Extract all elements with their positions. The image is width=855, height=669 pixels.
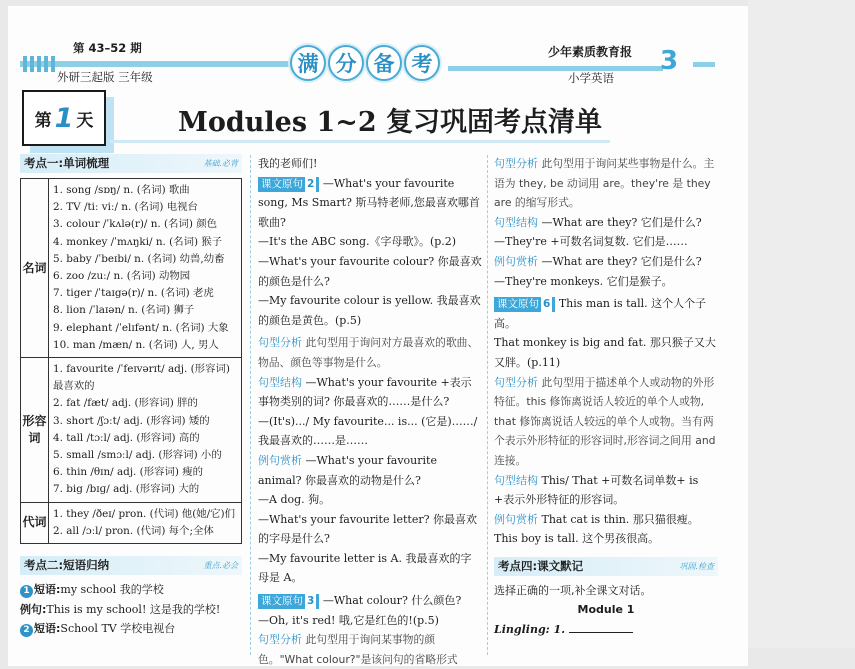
source-label: 课文原句 3 xyxy=(258,594,319,609)
module-heading: Module 1 xyxy=(577,603,635,617)
banner-char: 考 xyxy=(404,45,440,81)
column-1 xyxy=(20,154,242,639)
phrase-line xyxy=(20,619,242,639)
text-line: —What's your favourite colour? 你最喜欢的颜色是什么? xyxy=(258,254,482,288)
column-divider xyxy=(250,155,251,655)
section-tag: 巩固.检查 xyxy=(679,561,714,571)
analysis-text: 此句型用于询问对方最喜欢的歌曲、物品、颜色等事物是什么。 xyxy=(258,336,479,369)
speaker-line: Lingling: 1. xyxy=(494,623,566,637)
number-badge: 2 xyxy=(20,624,33,637)
analysis-line xyxy=(494,154,718,213)
sentence-text: This man is tall. 这个人个子高。 xyxy=(494,297,707,330)
keyword-label: 句型结构 xyxy=(258,375,302,389)
keyword-label: 例句赏析 xyxy=(258,453,302,467)
keyword-label: 句型分析 xyxy=(494,375,538,389)
keyword-label: 句型分析 xyxy=(258,336,302,350)
list-item: 6. thin /θɪn/ adj. (形容词) 瘦的 xyxy=(53,466,204,479)
table-row xyxy=(21,179,242,358)
banner-char: 满 xyxy=(290,45,326,81)
instruction-text: 选择正确的一项,补全课文对话。 xyxy=(494,583,652,597)
list-item: 7. tiger /ˈtaɪgə(r)/ n. (名词) 老虎 xyxy=(53,287,214,300)
example-line xyxy=(494,510,718,530)
list-item: 5. small /smɔːl/ adj. (形容词) 小的 xyxy=(53,449,222,462)
column-divider xyxy=(487,155,488,655)
header-rule-left xyxy=(20,61,290,67)
section-title: 考点一:单词梳理 xyxy=(24,155,110,170)
source-number: 3 xyxy=(307,595,315,608)
edition-label: 外研三起版 三年级 xyxy=(57,70,153,84)
phrase-label: 短语: xyxy=(34,583,61,597)
day-badge xyxy=(22,90,106,146)
day-suffix: 天 xyxy=(76,110,94,131)
list-item: 6. zoo /zuː/ n. (名词) 动物园 xyxy=(53,270,191,283)
column-2 xyxy=(258,154,482,669)
day-prefix: 第 xyxy=(34,110,52,131)
text-line: —They're monkeys. 它们是猴子。 xyxy=(494,274,673,288)
text-line: —It's the ABC song.《字母歌》。(p.2) xyxy=(258,235,457,249)
keyword-label: 句型分析 xyxy=(494,157,538,170)
source-label: 课文原句 2 xyxy=(258,177,319,192)
table-row xyxy=(21,358,242,503)
category-cell: 形容词 xyxy=(21,358,49,503)
text-line: —What's your favourite letter? 你最喜欢的字母是什么? xyxy=(258,512,477,546)
banner-char: 分 xyxy=(328,45,364,81)
example-label: 例句: xyxy=(20,602,47,616)
list-item: 8. lion /ˈlaɪən/ n. (名词) 狮子 xyxy=(53,304,195,317)
text-line: —My favourite letter is A. 我最喜欢的字母是 A。 xyxy=(258,551,472,585)
list-item: 9. elephant /ˈelɪfənt/ n. (名词) 大象 xyxy=(53,321,229,334)
column-3 xyxy=(494,154,718,640)
example-text: This is my school! 这是我的学校! xyxy=(46,602,221,616)
analysis-text: 此句型用于描述单个人或动物的外形特征。this 修饰离说话人较近的单个人或物, that 修饰离说话人较远的单个人或物。当有两个表示外形特征的形容词时,形容词之间用 and 连接。 xyxy=(494,375,716,467)
subject-label: 小学英语 xyxy=(568,71,614,85)
structure-text: —What are they? 它们是什么? xyxy=(541,215,702,229)
source-sentence xyxy=(494,294,718,333)
section-tag: 基础.必背 xyxy=(203,158,238,168)
keyword-label: 句型分析 xyxy=(258,633,302,647)
list-item: 4. tall /tɔːl/ adj. (形容词) 高的 xyxy=(53,431,200,444)
source-number: 2 xyxy=(307,177,315,190)
list-item: 1. song /sɒŋ/ n. (名词) 歌曲 xyxy=(53,184,190,196)
header-stripes xyxy=(23,56,55,72)
answer-blank[interactable] xyxy=(569,622,633,633)
text-line: 我的老师们! xyxy=(258,157,318,170)
title-underline xyxy=(110,140,610,143)
structure-text: —What's your favourite +表示事物类别的词? 你最喜欢的……是什么? xyxy=(258,375,472,409)
section-tag: 重点.必会 xyxy=(203,560,238,570)
keyword-label: 句型结构 xyxy=(494,473,538,487)
issue-range: 第 43–52 期 xyxy=(73,41,142,55)
example-text: —What's your favourite animal? 你最喜欢的动物是什么? xyxy=(258,453,437,487)
text-line: —A dog. 狗。 xyxy=(258,493,331,507)
items-cell xyxy=(49,179,242,358)
text-line: —They're +可数名词复数. 它们是…… xyxy=(494,235,688,249)
banner xyxy=(290,45,440,81)
analysis-line xyxy=(494,373,718,471)
paper-name: 少年素质教育报 xyxy=(548,45,633,59)
analysis-line xyxy=(258,333,482,372)
page-number-rule xyxy=(693,62,715,67)
background-margin xyxy=(748,0,855,648)
structure-line xyxy=(494,213,718,233)
keyword-label: 例句赏析 xyxy=(494,512,538,526)
text-line: This boy is tall. 这个男孩很高。 xyxy=(494,532,660,546)
day-number: 1 xyxy=(54,102,74,134)
section-heading xyxy=(20,154,242,173)
structure-line xyxy=(494,471,718,510)
text-line: —My favourite colour is yellow. 我最喜欢的颜色是黄色。(p.5) xyxy=(258,294,481,327)
sentence-text: —What colour? 什么颜色? xyxy=(322,594,462,608)
text-line: That monkey is big and fat. 那只猴子又大又胖。(p.11) xyxy=(494,336,716,369)
text-line: —(It's).../ My favourite... is... (它是)……/我最喜欢的……是…… xyxy=(258,414,478,448)
list-item: 2. TV /tiː viː/ n. (名词) 电视台 xyxy=(53,201,198,214)
source-sentence xyxy=(258,591,482,611)
analysis-text: 此句型用于询问某事物的颜色。"What colour?"是该问句的省略形式 xyxy=(258,633,458,666)
list-item: 3. short /ʃɔːt/ adj. (形容词) 矮的 xyxy=(53,414,210,427)
keyword-label: 例句赏析 xyxy=(494,254,538,268)
list-item: 10. man /mæn/ n. (名词) 人, 男人 xyxy=(53,338,219,351)
example-text: That cat is thin. 那只猫很瘦。 xyxy=(541,512,699,526)
section-heading xyxy=(494,557,718,576)
example-line xyxy=(258,451,482,490)
structure-text: This/ That +可数名词单数+ is +表示外形特征的形容词。 xyxy=(494,473,699,507)
list-item: 2. all /ɔːl/ pron. (代词) 每个;全体 xyxy=(53,524,214,537)
list-item: 5. baby /ˈbeɪbi/ n. (名词) 幼兽,幼畜 xyxy=(53,252,225,265)
items-cell xyxy=(49,502,242,543)
source-number: 6 xyxy=(543,298,551,311)
vocabulary-table xyxy=(20,178,242,544)
list-item: 1. favourite /ˈfeɪvərɪt/ adj. (形容词) 最喜欢的 xyxy=(53,363,230,393)
sentence-text: —What's your favourite song, Ms Smart? 斯马特老师,您最喜欢哪首歌曲? xyxy=(258,176,480,229)
structure-line xyxy=(258,373,482,412)
list-item: 7. big /bɪɡ/ adj. (形容词) 大的 xyxy=(53,483,200,496)
page-number: 3 xyxy=(660,46,679,76)
category-cell: 名词 xyxy=(21,179,49,358)
example-line xyxy=(20,600,242,620)
list-item: 3. colour /ˈkʌlə(r)/ n. (名词) 颜色 xyxy=(53,218,217,231)
analysis-line xyxy=(258,630,482,669)
keyword-label: 句型结构 xyxy=(494,215,538,229)
analysis-text: 此句型用于询问某些事物是什么。主语为 they, be 动词用 are。they're 是 they are 的缩写形式。 xyxy=(494,157,715,210)
category-cell: 代词 xyxy=(21,502,49,543)
source-label: 课文原句 6 xyxy=(494,297,555,312)
example-text: —What are they? 它们是什么? xyxy=(541,254,702,268)
list-item: 1. they /ðeɪ/ pron. (代词) 他(她/它)们 xyxy=(53,507,235,520)
source-sentence xyxy=(258,174,482,233)
phrase-line xyxy=(20,580,242,600)
banner-char: 备 xyxy=(366,45,402,81)
list-item: 4. monkey /ˈmʌŋki/ n. (名词) 猴子 xyxy=(53,235,223,248)
phrase-text: my school 我的学校 xyxy=(60,583,164,597)
dialogue-line xyxy=(494,620,718,640)
items-cell xyxy=(49,358,242,503)
table-row xyxy=(21,502,242,543)
phrase-label: 短语: xyxy=(34,622,61,636)
text-line: —Oh, it's red! 哦,它是红色的!(p.5) xyxy=(258,613,439,627)
list-item: 2. fat /fæt/ adj. (形容词) 胖的 xyxy=(53,397,198,410)
header-rule-right xyxy=(448,66,663,71)
section-title: 考点四:课文默记 xyxy=(498,558,584,573)
page-title: Modules 1~2 复习巩固考点清单 xyxy=(178,107,603,138)
example-line xyxy=(494,252,718,272)
phrase-text: School TV 学校电视台 xyxy=(60,622,176,636)
section-heading xyxy=(20,556,242,575)
number-badge: 1 xyxy=(20,585,33,598)
section-title: 考点二:短语归纳 xyxy=(24,557,110,572)
